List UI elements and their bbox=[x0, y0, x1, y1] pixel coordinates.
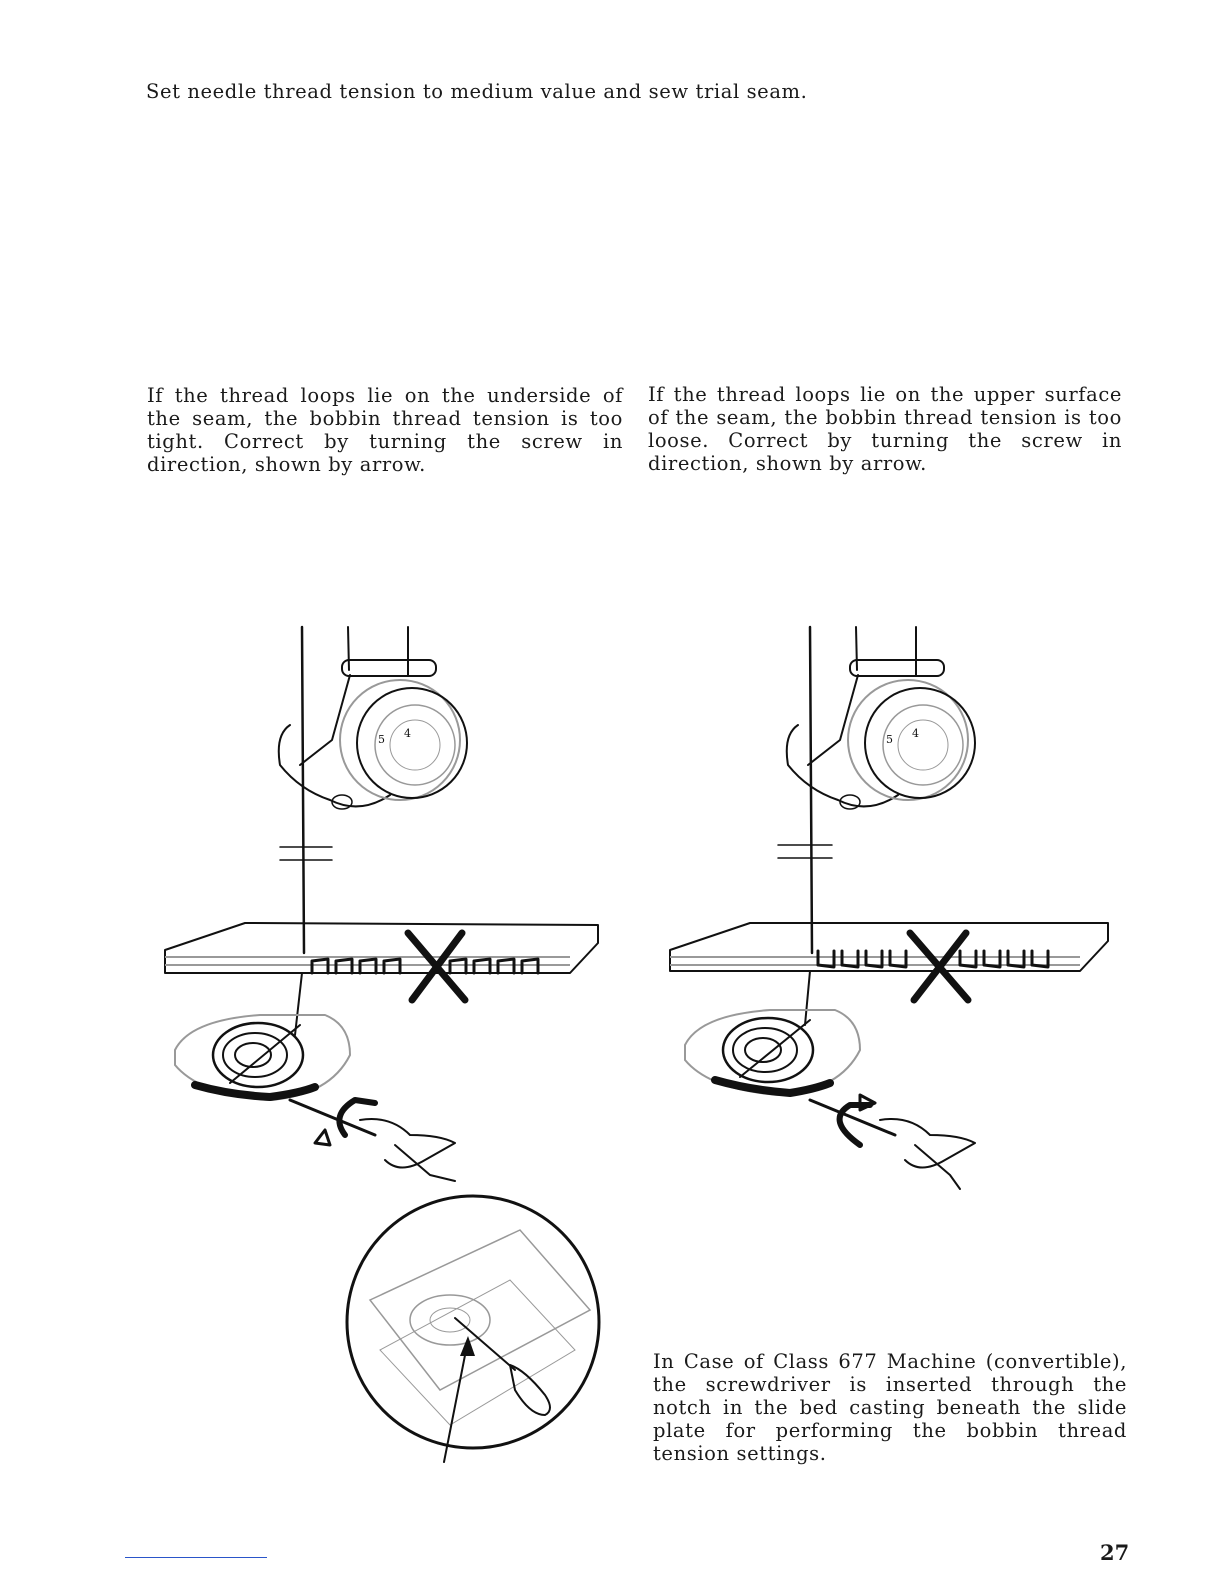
page-number: 27 bbox=[1100, 1540, 1130, 1565]
tension-mark-5: 5 bbox=[886, 733, 893, 746]
tension-mark-5: 5 bbox=[378, 733, 385, 746]
thread-tension-assembly bbox=[279, 660, 467, 809]
bobbin-case bbox=[685, 971, 860, 1095]
tension-mark-4: 4 bbox=[912, 727, 919, 740]
screwdriver-hand bbox=[810, 1095, 975, 1189]
loose-tension-illustration bbox=[660, 615, 1130, 1205]
tight-tension-instruction: If the thread loops lie on the underside of the seam, the bobbin thread tension is too tight. Correct by turning the screw in direction, shown by arrow. bbox=[147, 384, 623, 476]
intro-instruction: Set needle thread tension to medium value and sew trial seam. bbox=[146, 80, 808, 103]
thread-tension-assembly bbox=[787, 660, 975, 809]
tight-tension-illustration bbox=[150, 615, 620, 1205]
footer-divider bbox=[125, 1557, 267, 1558]
tension-mark-4: 4 bbox=[404, 727, 411, 740]
bobbin-case bbox=[175, 973, 350, 1100]
convertible-machine-detail bbox=[340, 1190, 610, 1480]
convertible-machine-note: In Case of Class 677 Machine (convertible), the screwdriver is inserted through the notch in the bed casting beneath the slide plate for performing the bobbin thread tension settings. bbox=[653, 1350, 1127, 1465]
bed-casting bbox=[370, 1230, 590, 1425]
fabric-layer bbox=[670, 923, 1108, 1000]
fabric-layer bbox=[165, 923, 598, 1000]
screwdriver-hand bbox=[290, 1100, 455, 1181]
screwdriver bbox=[455, 1318, 550, 1415]
pointer-arrow bbox=[444, 1336, 475, 1462]
loose-tension-instruction: If the thread loops lie on the upper surface of the seam, the bobbin thread tension is too loose. Correct by turning the screw in direction, shown by arrow. bbox=[648, 383, 1122, 475]
